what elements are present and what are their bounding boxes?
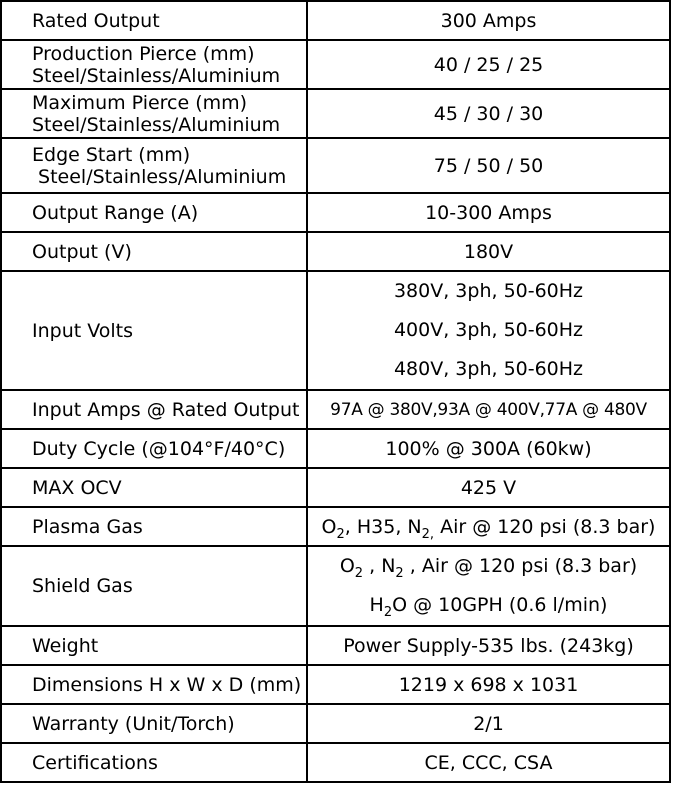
table-row: [1, 193, 670, 232]
row-label: Input Amps @ Rated Output: [1, 390, 307, 429]
value-subscript: 2: [354, 565, 364, 581]
value-part: O @ 10GPH (0.6 l/min): [392, 594, 608, 616]
row-label-line: Edge Start (mm): [32, 143, 191, 166]
row-label: Duty Cycle (@104°F/40°C): [1, 429, 307, 468]
table-row: [1, 271, 670, 390]
table-row: [1, 743, 670, 782]
row-label-line: Steel/Stainless/Aluminium: [32, 64, 281, 87]
table-row: [1, 546, 670, 626]
row-value: 300 Amps: [307, 1, 670, 40]
input-volts-line: 400V, 3ph, 50-60Hz: [393, 319, 584, 341]
value-subscript: 2: [395, 565, 404, 581]
value-subscript: 2: [383, 604, 393, 620]
value-part: Air @ 120 psi (8.3 bar): [434, 515, 656, 538]
row-label: Shield Gas: [1, 546, 307, 626]
row-value: 97A @ 380V,93A @ 400V,77A @ 480V: [307, 390, 670, 429]
row-label: Output Range (A): [1, 193, 307, 232]
value-subscript: 2: [336, 526, 345, 542]
row-value: 1219 x 698 x 1031: [307, 665, 670, 704]
value-part: , N: [363, 555, 396, 577]
row-value: [307, 507, 670, 546]
row-label: [1, 138, 307, 193]
row-value: 425 V: [307, 468, 670, 507]
row-value: CE, CCC, CSA: [307, 743, 670, 782]
row-value: 40 / 25 / 25: [307, 40, 670, 89]
shield-gas-line: [312, 586, 665, 625]
value-part: , Air @ 120 psi (8.3 bar): [403, 555, 638, 577]
row-value: 100% @ 300A (60kw): [307, 429, 670, 468]
value-part: , H35, N: [344, 515, 422, 538]
value-subscript: 2,: [421, 526, 435, 542]
row-value: 2/1: [307, 704, 670, 743]
row-value: 45 / 30 / 30: [307, 89, 670, 138]
row-label-line: Steel/Stainless/Aluminium: [32, 165, 287, 188]
value-part: O: [339, 555, 355, 577]
row-label: Output (V): [1, 232, 307, 271]
row-value: 180V: [307, 232, 670, 271]
table-row: [1, 1, 670, 40]
table-row: [1, 665, 670, 704]
table-row: [1, 468, 670, 507]
table-row: [1, 89, 670, 138]
row-label: MAX OCV: [1, 468, 307, 507]
table-row: [1, 429, 670, 468]
row-label: [1, 89, 307, 138]
table-row: [1, 704, 670, 743]
row-label: [1, 40, 307, 89]
shield-gas-line: [312, 547, 665, 586]
row-label: Certifications: [1, 743, 307, 782]
row-label-line: Production Pierce (mm): [32, 42, 255, 65]
table-row: [1, 40, 670, 89]
row-value: 10-300 Amps: [307, 193, 670, 232]
row-label: Input Volts: [1, 271, 307, 390]
table-row: [1, 507, 670, 546]
table-row: [1, 138, 670, 193]
table-row: [1, 390, 670, 429]
value-part: O: [321, 515, 337, 538]
row-label: Rated Output: [1, 1, 307, 40]
input-volts-line: 380V, 3ph, 50-60Hz: [393, 280, 584, 302]
row-label: Plasma Gas: [1, 507, 307, 546]
row-label: Warranty (Unit/Torch): [1, 704, 307, 743]
row-label-line: Maximum Pierce (mm): [32, 91, 248, 114]
row-value: 75 / 50 / 50: [307, 138, 670, 193]
table-row: [1, 232, 670, 271]
row-label-line: Steel/Stainless/Aluminium: [32, 113, 281, 136]
row-label: Dimensions H x W x D (mm): [1, 665, 307, 704]
value-part: H: [369, 594, 384, 616]
row-label: Weight: [1, 626, 307, 665]
input-volts-line: 480V, 3ph, 50-60Hz: [393, 358, 584, 380]
row-value: Power Supply-535 lbs. (243kg): [307, 626, 670, 665]
row-value: [307, 271, 670, 390]
table-row: [1, 626, 670, 665]
row-value: [307, 546, 670, 626]
